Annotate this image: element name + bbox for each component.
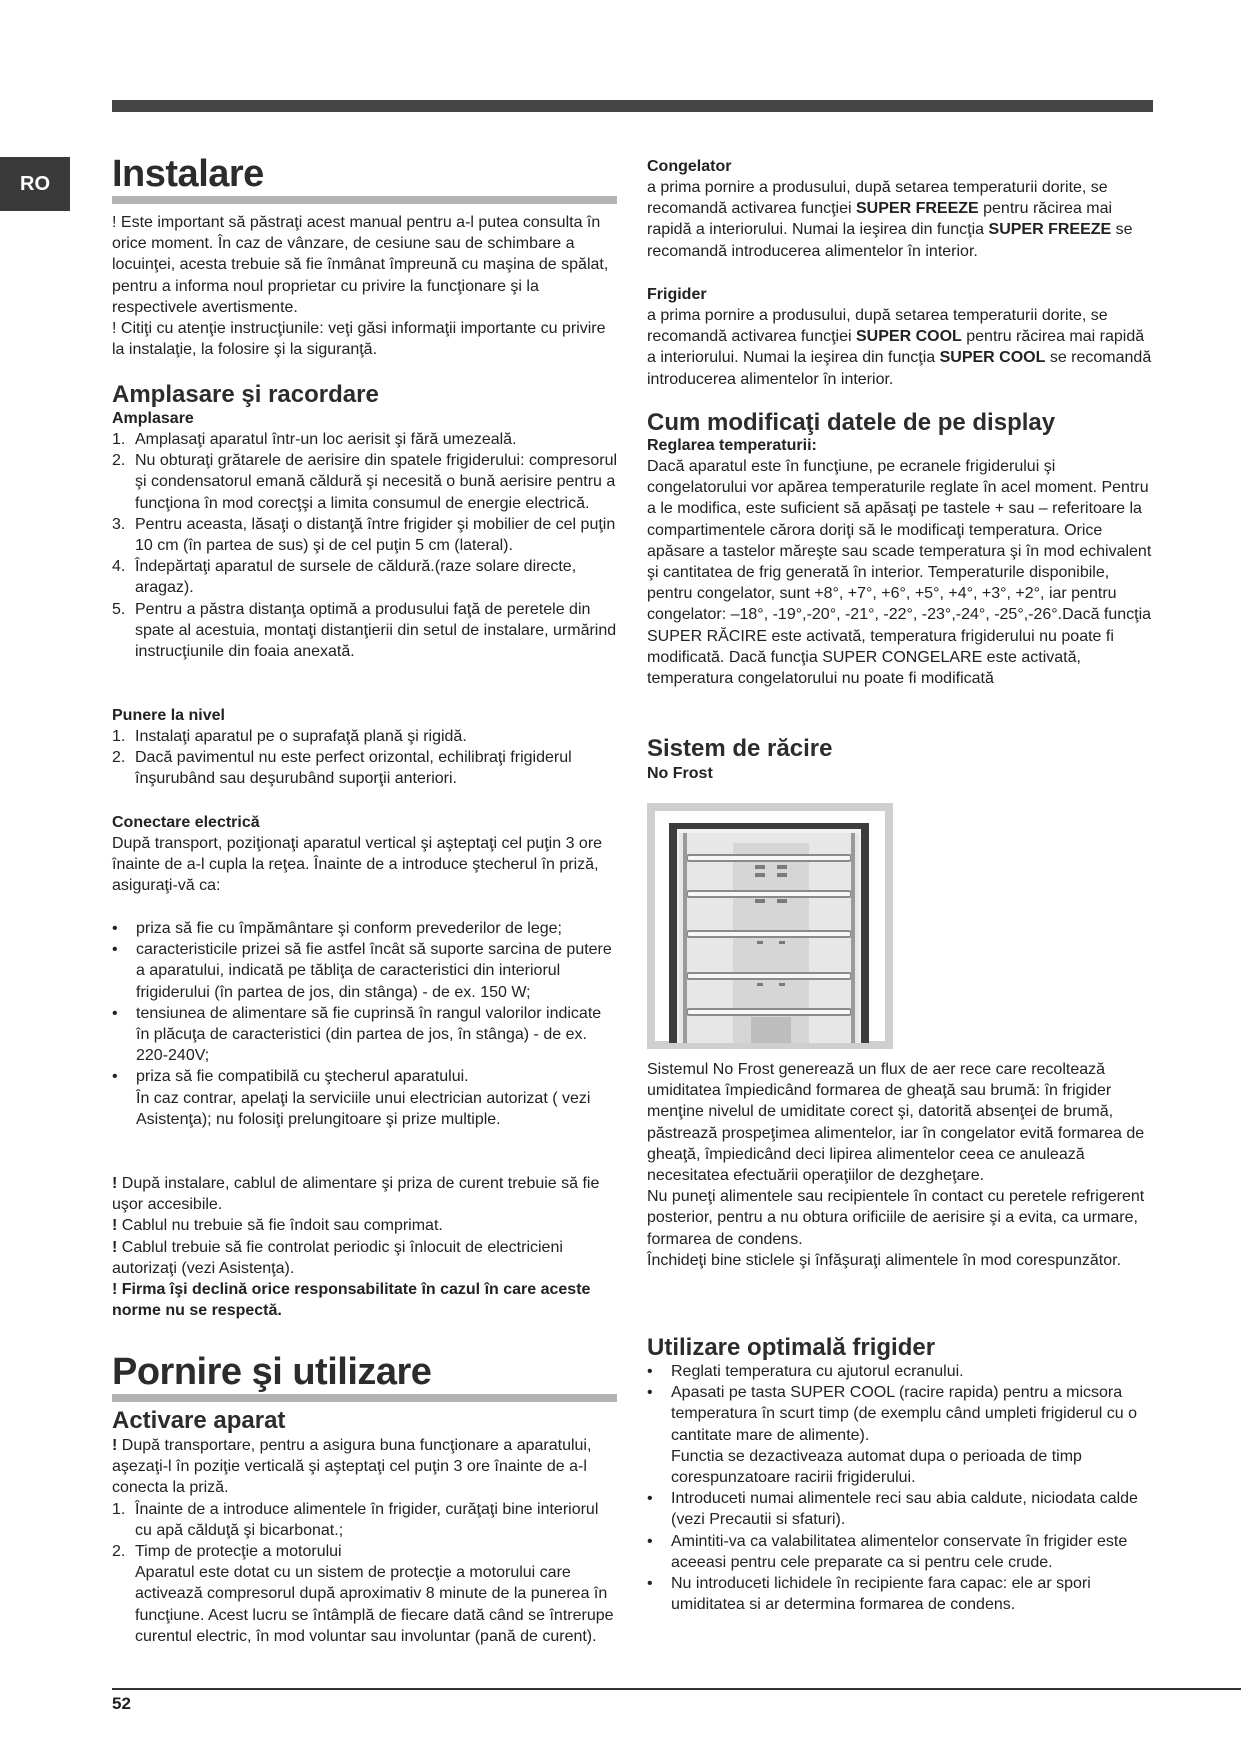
- freezer-subtitle: Congelator: [647, 158, 732, 175]
- list-item: 1. Înainte de a introduce alimentele în frigider, curăţaţi bine interiorul cu apă călduţă şi bicarbonat.;: [112, 1500, 599, 1539]
- intro-paragraph-1: ! Este important să păstraţi acest manual pentru a-l putea consulta în orice moment. În caz de vânzare, de cesiune sau de schimbare a locuinţei, acesta trebuie să fie înmânat împreună cu maşina de spălat, pentru a informa noul proprietar cu privire la funcţionare şi la respectivele avertismente.: [112, 214, 609, 316]
- optimal-section: [647, 1361, 1153, 1615]
- level-subtitle: Punere la nivel: [112, 707, 225, 724]
- list-item: • priza să fie cu împământare şi conform prevederilor de lege;: [112, 920, 562, 937]
- list-item: • Reglati temperatura cu ajutorul ecranului.: [647, 1363, 964, 1380]
- placement-section: [112, 408, 618, 662]
- install-title: Instalare: [112, 152, 617, 204]
- activate-section: [112, 1435, 618, 1647]
- start-title: Pornire şi utilizare: [112, 1350, 617, 1402]
- activate-title: Activare aparat: [112, 1407, 286, 1434]
- fridge-section: [647, 284, 1153, 390]
- list-item: • Amintiti-va ca valabilitatea alimentelor conservate în frigider este aceeasi pentru cele preparate ca si pentru cele crude.: [647, 1532, 1128, 1571]
- electric-section: [112, 812, 618, 897]
- bottom-rule: [112, 1688, 1241, 1690]
- list-item: • caracteristicile prizei să fie astfel încât să suporte sarcina de putere a aparatului, indicată pe tăbliţa de caracteristici din interiorul frigiderului (în partea de jos, din stânga) - de ex. 150 W;: [112, 941, 612, 1001]
- display-title: Cum modificaţi datele de pe display: [647, 409, 1056, 436]
- warning-3: ! Cablul trebuie să fie controlat periodic şi înlocuit de electricieni autorizaţi (vezi Asistenţa).: [112, 1238, 563, 1277]
- list-item: • Introduceti numai alimentele reci sau abia caldute, niciodata calde (vezi Precautii si sfaturi).: [647, 1490, 1138, 1529]
- level-section: [112, 705, 618, 790]
- list-item: • tensiunea de alimentare să fie cuprinsă în rangul valorilor indicate în plăcuţa de caracteristici (din partea de jos, în stânga) - de ex. 220-240V;: [112, 1004, 602, 1065]
- list-item: • Nu introduceti lichidele în recipiente fara capac: ele ar spori umiditatea si ar determina formarea de condens.: [647, 1575, 1091, 1614]
- level-list: [112, 726, 618, 790]
- fridge-interior-image: [647, 803, 893, 1049]
- intro-paragraph-2: ! Citiţi cu atenţie instrucţiunile: veţi găsi informaţii importante cu privire la instalaţie, la folosire şi la siguranţă.: [112, 320, 606, 359]
- warning-4: ! Firma îşi declină orice responsabilitate în cazul în care aceste norme nu se respectă.: [112, 1281, 591, 1320]
- display-subtitle: Reglarea temperaturii:: [647, 437, 817, 454]
- nofrost-text-3: Închideţi bine sticlele şi înfăşuraţi alimentele în mod corespunzător.: [647, 1251, 1122, 1269]
- activate-list: [112, 1499, 618, 1647]
- activate-text: ! După transportare, pentru a asigura buna funcţionare a aparatului, aşezaţi-l în poziţie verticală şi aşteptaţi cel puţin 3 ore înainte de a-l conecta la priză.: [112, 1437, 592, 1497]
- warning-1: ! După instalare, cablul de alimentare şi priza de curent trebuie să fie uşor accesibile.: [112, 1175, 600, 1214]
- warning-2: ! Cablul nu trebuie să fie îndoit sau comprimat.: [112, 1217, 443, 1235]
- top-rule: [112, 100, 1153, 112]
- cooling-subtitle: No Frost: [647, 765, 713, 782]
- list-item: 2. Timp de protecţie a motorului Aparatul este dotat cu un sistem de protecţie a motorului care activează compresorul după aproximativ 8 minute de la punerea în funcţiune. Acest lucru se întâmplă de fiecare dată când se întrerupe curentul electric, în mod voluntar sau involuntar (pană de curent).: [112, 1543, 614, 1645]
- electric-text: După transport, poziţionaţi aparatul vertical şi aşteptaţi cel puţin 3 ore înainte de a-l cupla la reţea. Înainte de a introduce ştecherul în priză, asiguraţi-vă ca:: [112, 835, 603, 895]
- electric-bullets: [112, 918, 618, 1130]
- list-item: • priza să fie compatibilă cu ştecherul aparatului. În caz contrar, apelaţi la serviciile unui electrician autorizat ( vezi Asistenţa); nu folosiţi prelungitoare şi prize multiple.: [112, 1068, 591, 1128]
- display-text: Dacă aparatul este în funcţiune, pe ecranele frigiderului şi congelatorului vor apărea temperaturile reglate în acel moment. Pentru a le modifica, este suficient să apăsaţi pe tastele + sau – referitoare la compartimentele cărora doriţi să le modificaţi temperatura. Orice apăsare a tastelor măreşte sau scade temperatura şi în mod echivalent şi cantitatea de frig generată în interior. Temperaturile disponibile, pentru congelator, sunt +8°, +7°, +6°, +5°, +4°, +3°, +2°, iar pentru congelator: –18°, -19°,-20°, -21°, -22°, -23°,-24°, -25°,-26°.Dacă funcţia SUPER RĂCIRE este activată, temperatura frigiderului nu poate fi modificată. Dacă funcţia SUPER CONGELARE este activată, temperatura congelatorului nu poate fi modificată: [647, 458, 1152, 688]
- nofrost-section: [647, 1059, 1153, 1271]
- warnings: [112, 1173, 618, 1321]
- list-item: 2. Dacă pavimentul nu este perfect orizontal, echilibraţi frigiderul înşurubând sau deşurubând suporţii anteriori.: [112, 749, 572, 788]
- list-item: 5. Pentru a păstra distanţa optimă a produsului faţă de peretele din spate al acestuia, montaţi distanţierii din setul de instalare, urmărind instrucţiunile din foaia anexată.: [112, 600, 617, 661]
- list-item: 1. Amplasaţi aparatul într-un loc aerisit şi fără umezeală.: [112, 431, 517, 448]
- nofrost-text-2: Nu puneţi alimentele sau recipientele în contact cu peretele refrigerent posterior, pentru a nu obtura orificiile de aerisire şi a evita, ca urmare, formarea de condens.: [647, 1188, 1145, 1248]
- placement-title: Amplasare şi racordare: [112, 381, 379, 408]
- list-item: 1. Instalaţi aparatul pe o suprafaţă plană şi rigidă.: [112, 728, 467, 745]
- optimal-title: Utilizare optimală frigider: [647, 1334, 936, 1361]
- language-tab: RO: [0, 157, 70, 211]
- fridge-text: a prima pornire a produsului, după setarea temperaturii dorite, se recomandă activarea funcţiei SUPER COOL pentru răcirea mai rapidă a interiorului. Numai la ieşirea din funcţia SUPER COOL se recomandă introducerea alimentelor în interior.: [647, 307, 1152, 388]
- fridge-subtitle: Frigider: [647, 286, 707, 303]
- freezer-section: [647, 156, 1153, 262]
- placement-list: [112, 429, 618, 662]
- page-number: 52: [112, 1694, 131, 1713]
- electric-subtitle: Conectare electrică: [112, 814, 260, 831]
- list-item: 3. Pentru aceasta, lăsaţi o distanţă între frigider şi mobilier de cel puţin 10 cm (în partea de sus) şi de cel puţin 5 cm (lateral).: [112, 515, 616, 555]
- nofrost-text-1: Sistemul No Frost generează un flux de aer rece care recoltează umiditatea împiedicând formarea de gheaţă sau brumă: în frigider menţine nivelul de umiditate corect şi, datorită absenţei de brumă, păstrează prospeţimea alimentelor, iar în congelator evită formarea de gheaţă, împiedicând deci lipirea alimentelor ceea ce anulează necesitatea efectuării operaţiilor de dezgheţare.: [647, 1061, 1145, 1185]
- display-section: [647, 435, 1153, 689]
- list-item: • Apasati pe tasta SUPER COOL (racire rapida) pentru a micsora temperatura în scurt timp (de exemplu când umpleti frigiderul cu o cantitate mare de alimente). Functia se dezactiveaza automat dupa o perioada de timp corespunzatoare racirii frigiderului.: [647, 1384, 1137, 1487]
- list-item: 4. Îndepărtaţi aparatul de sursele de căldură.(raze solare directe, aragaz).: [112, 558, 577, 597]
- freezer-text: a prima pornire a produsului, după setarea temperaturii dorite, se recomandă activarea funcţiei SUPER FREEZE pentru răcirea mai rapidă a interiorului. Numai la ieşirea din funcţia SUPER FREEZE se recomandă introducerea alimentelor în interior.: [647, 179, 1133, 260]
- cooling-title: Sistem de răcire: [647, 735, 833, 762]
- list-item: 2. Nu obturaţi grătarele de aerisire din spatele frigiderului: compresorul şi condensatorul emană căldură şi necesită o bună aerisire pentru a funcţiona în mod corecţşi a limita consumul de energie electrică.: [112, 452, 618, 512]
- install-intro: [112, 212, 618, 360]
- placement-subtitle: Amplasare: [112, 410, 194, 427]
